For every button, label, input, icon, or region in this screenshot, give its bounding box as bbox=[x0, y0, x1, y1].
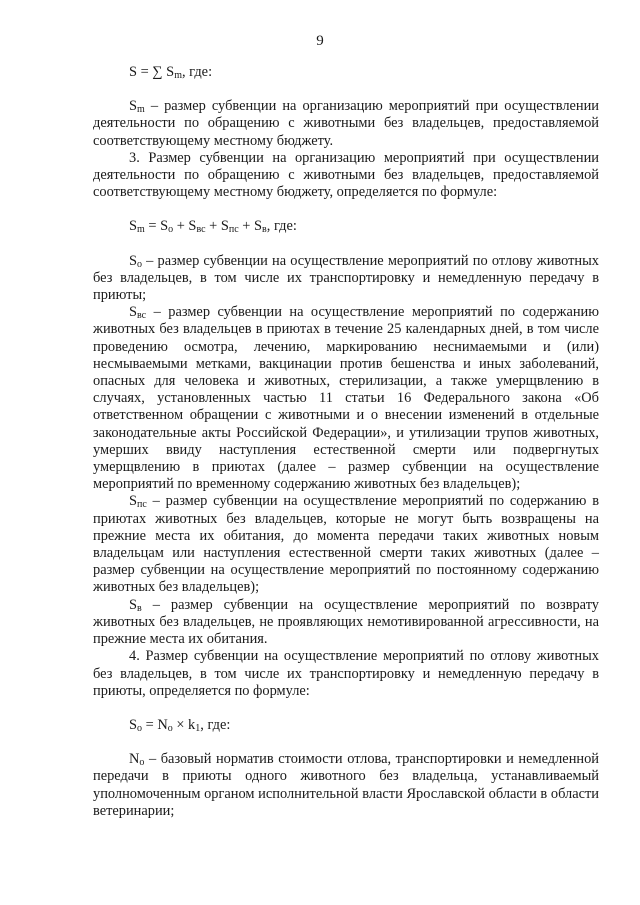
formula-term: × k bbox=[172, 716, 196, 733]
formula-term: S bbox=[129, 218, 138, 235]
formula-subscript: m bbox=[174, 70, 182, 81]
formula-subscript: пс bbox=[228, 224, 239, 236]
formula-term: + S bbox=[173, 218, 197, 235]
definition-text: – размер субвенции на осуществление мероприятий по содержанию животных без владельцев в приютах в течение 25 календарных дней, в том числе проведению осмотра, лечению, маркированию неснимаемыми и (или) несмываемыми метками, вакцинации против бешенства и иных заболеваний, опасных для человека и животных, стерилизации, а также умерщвлению в случаях, установленных частью 11 статьи 16 Федерального закона «Об ответственном обращении с животными и о внесении изменений в отдельные законодательные акты Российской Федерации», и утилизации трупов животных, умерших ввиду наступления естественной смерти или подвергнутых умерщвлению в приютах (далее – размер субвенции на осуществление мероприятий по временному содержанию животных без владельцев); bbox=[93, 304, 599, 493]
definition-text: – размер субвенции на осуществление мероприятий по содержанию в приютах животных без владельцев, которые не могут быть возвращены на прежние места их обитания, до момента передачи таких животных новым владельцам или наступления естественной смерти таких животных (далее – размер субвенции на осуществление мероприятий по постоянному содержанию животных без владельцев); bbox=[93, 493, 599, 596]
definition-text: – размер субвенции на осуществление мероприятий по отлову животных без владельцев, в том числе их транспортировку и немедленную передачу в приюты; bbox=[93, 252, 599, 304]
definition-subscript: в bbox=[137, 602, 142, 614]
definition-subscript: вс bbox=[137, 310, 147, 322]
formula-term: = N bbox=[142, 716, 168, 733]
definition-subscript: m bbox=[137, 104, 145, 116]
formula-sm-components bbox=[93, 218, 599, 235]
definition-symbol: S bbox=[129, 493, 138, 510]
definition-so bbox=[93, 253, 599, 305]
definition-symbol: S bbox=[129, 252, 138, 269]
definition-symbol: S bbox=[129, 596, 138, 613]
definition-sps bbox=[93, 493, 599, 596]
formula-suffix: , где: bbox=[266, 218, 297, 235]
definition-sm bbox=[93, 98, 599, 150]
paragraph-3: 3. Размер субвенции на организацию мероприятий при осуществлении деятельности по обращению с животными без владельцев, предоставляемой соответствующему местному бюджету, определяется по формуле: bbox=[93, 149, 599, 201]
formula-subscript: o bbox=[167, 722, 173, 734]
definition-text: – размер субвенции на осуществление мероприятий по возврату животных без владельцев, не проявляющих немотивированной агрессивности, на прежние места их обитания. bbox=[93, 596, 599, 648]
formula-symbol: S bbox=[129, 64, 138, 80]
definition-subscript: o bbox=[139, 757, 145, 769]
formula-term: = S bbox=[144, 218, 169, 235]
page-number: 9 bbox=[316, 33, 324, 49]
definition-text: – базовый норматив стоимости отлова, транспортировки и немедленной передачи в приюты одного животного без владельца, устанавливаемый уполномоченным органом исполнительной власти Ярославской области в области ветеринарии; bbox=[93, 751, 599, 819]
paragraph-4: 4. Размер субвенции на осуществление мероприятий по отлову животных без владельцев, в том числе их транспортировку и немедленную передачу в приюты, определяется по формуле: bbox=[93, 648, 599, 699]
definition-subscript: пс bbox=[137, 499, 147, 511]
formula-so bbox=[93, 717, 599, 734]
formula-subscript: вс bbox=[196, 224, 206, 236]
definition-svs bbox=[93, 304, 599, 493]
formula-rhs: ∑ S bbox=[152, 64, 175, 80]
formula-suffix: , где: bbox=[200, 716, 231, 733]
formula-subscript: o bbox=[168, 224, 174, 236]
definition-subscript: o bbox=[137, 258, 143, 270]
formula-subscript: в bbox=[262, 224, 267, 236]
formula-total-subvention: S = ∑ $S_m$, где: bbox=[129, 64, 213, 81]
definition-symbol: S bbox=[129, 98, 138, 115]
formula-subscript: m bbox=[137, 224, 145, 236]
formula-suffix: , где: bbox=[181, 64, 213, 80]
definition-sv bbox=[93, 597, 599, 649]
document-body bbox=[93, 57, 599, 820]
formula-term: S bbox=[129, 716, 138, 733]
formula-term: + S bbox=[238, 218, 263, 235]
formula-subscript: 1 bbox=[195, 722, 201, 734]
definition-symbol: N bbox=[129, 751, 140, 768]
formula-term: + S bbox=[205, 218, 229, 235]
definition-no bbox=[93, 751, 599, 820]
formula-subscript: o bbox=[137, 722, 143, 734]
definition-text: – размер субвенции на организацию мероприятий при осуществлении деятельности по обращению с животными без владельцев, предоставляемой соответствующему местному бюджету. bbox=[93, 98, 599, 149]
definition-symbol: S bbox=[129, 304, 138, 321]
